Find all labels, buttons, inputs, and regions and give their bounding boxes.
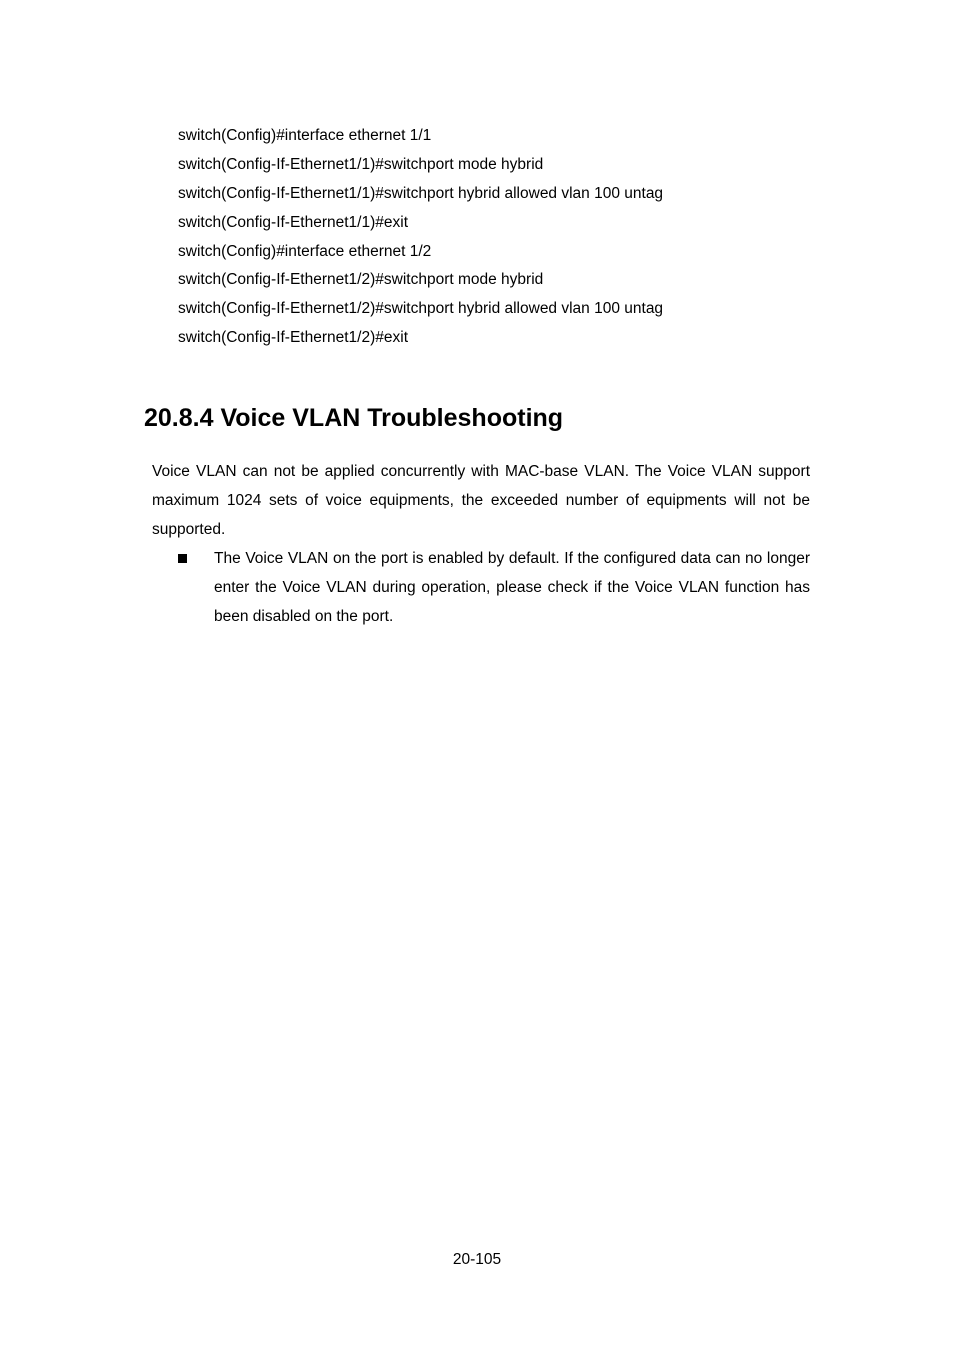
body-paragraph: Voice VLAN can not be applied concurrently with MAC-base VLAN. The Voice VLAN support maximum 1024 sets of voice equipments, the exceeded number of equipments will not be supported.: [152, 463, 810, 538]
cli-line: switch(Config-If-Ethernet1/2)#switchport hybrid allowed vlan 100 untag: [178, 300, 664, 318]
page-number: 20-105: [452, 1251, 502, 1268]
square-bullet-icon: [178, 554, 187, 563]
bullet-text: The Voice VLAN on the port is enabled by default. If the configured data can no longer enter the Voice VLAN during operation, please check if the Voice VLAN function has been disabled on the port.: [214, 550, 810, 625]
bullet-item: [152, 544, 810, 631]
cli-line: switch(Config)#interface ethernet 1/1: [178, 127, 432, 144]
bullet-list: [152, 544, 810, 631]
cli-line: switch(Config-If-Ethernet1/2)#exit: [178, 329, 409, 347]
cli-example-block: [178, 122, 663, 353]
section-heading: 20.8.4 Voice VLAN Troubleshooting: [144, 404, 564, 432]
cli-line: switch(Config-If-Ethernet1/1)#exit: [178, 213, 409, 231]
cli-line: switch(Config-If-Ethernet1/1)#switchport mode hybrid: [178, 155, 544, 173]
cli-line: switch(Config-If-Ethernet1/1)#switchport hybrid allowed vlan 100 untag: [178, 184, 664, 202]
cli-line: switch(Config-If-Ethernet1/2)#switchport mode hybrid: [178, 271, 544, 289]
cli-line: switch(Config)#interface ethernet 1/2: [178, 242, 432, 260]
